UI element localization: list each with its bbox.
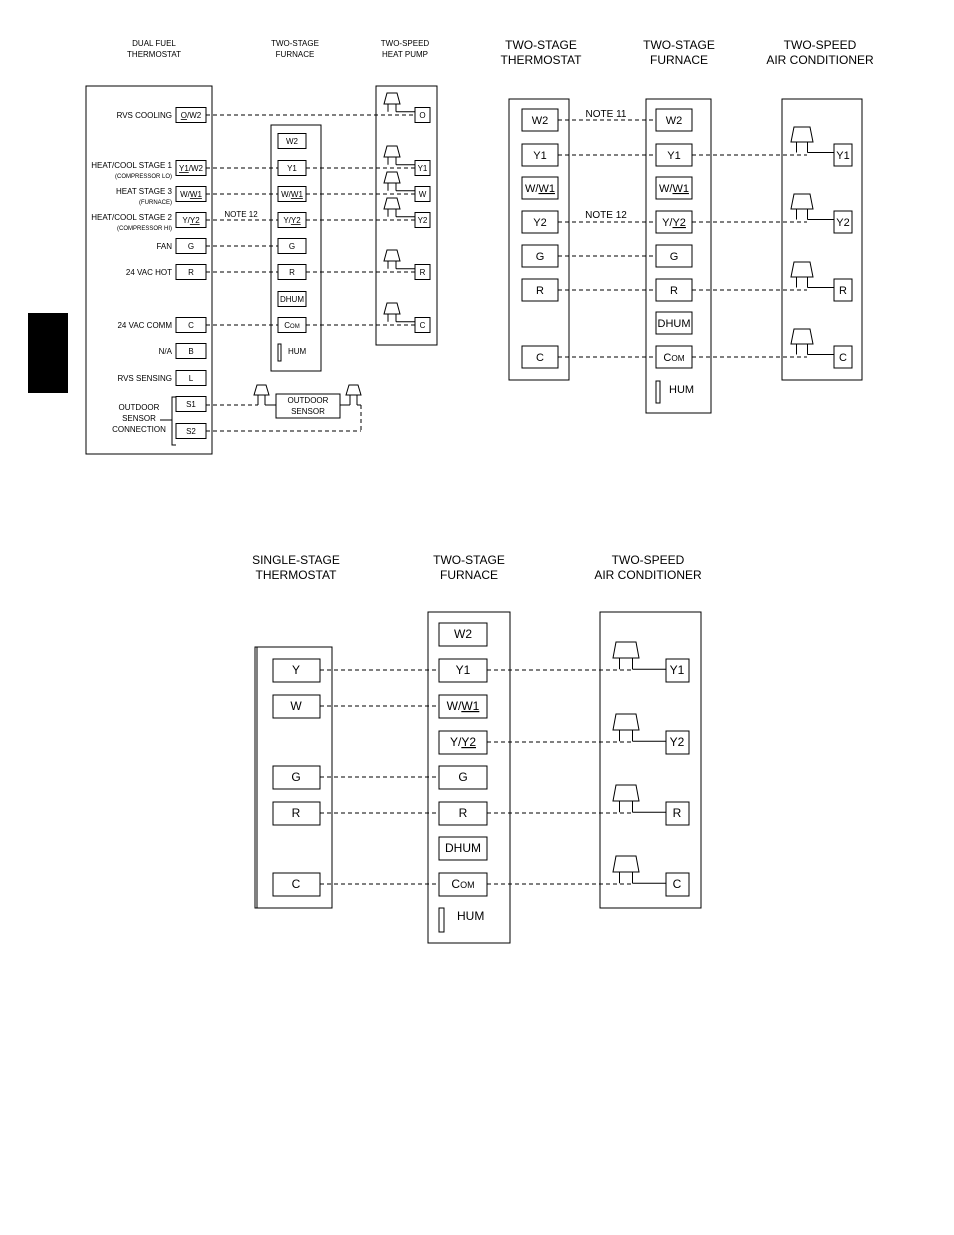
furnace-terminal-label-part: OM [671,354,685,363]
heat-pump-terminal-label: Y1 [417,164,428,173]
thermostat-terminal-label [181,111,202,120]
two-stage-thermostat-panel [509,99,569,380]
furnace-terminal-label-part: C [663,352,672,364]
thermostat-terminal-label-part: R [536,285,544,297]
sensor-contact-right [346,385,361,395]
thermostat-terminal-label: C [291,877,301,891]
thermostat-function-sublabel: (FURNACE) [139,200,172,206]
air-conditioner-contact-bell [613,714,639,730]
two-stage-thermostat-header: THERMOSTAT [500,53,582,67]
thermostat-terminal-label [536,251,545,263]
air-conditioner-terminal-label: C [672,877,682,891]
furnace-terminal-label-part: Y/ [449,735,462,749]
furnace-terminal-label [456,663,471,677]
hum-label: HUM [288,347,307,356]
thermostat-terminal-label-part: /W2 [187,111,202,120]
single-stage-thermostat-diagram [252,553,702,943]
furnace-terminal-label-part: R [670,285,678,297]
thermostat-terminal-label [186,400,196,409]
air-conditioner-header: TWO-SPEED [611,553,685,567]
thermostat-function-label: RVS SENSING [117,374,172,383]
dual-fuel-thermostat-diagram [86,39,437,454]
furnace-terminal-label-part: DHUM [657,318,691,330]
heat-pump-contact-bell [384,93,400,104]
heat-pump-header: TWO-SPEED [380,39,430,48]
thermostat-function-label: FAN [156,242,172,251]
furnace-header: FURNACE [649,53,709,67]
thermostat-terminal-label [188,268,194,277]
furnace-terminal-label [454,627,472,641]
thermostat-terminal-label-part: /W2 [188,164,204,173]
air-conditioner-header: AIR CONDITIONER [766,53,874,67]
thermostat-terminal-label-part: W2 [531,115,549,127]
furnace-terminal-label-part: W2 [454,627,472,641]
thermostat-terminal-label [186,427,196,436]
heat-pump-terminal-label: O [419,111,426,120]
furnace-header: TWO-STAGE [271,39,319,48]
furnace-terminal-label-part: W/ [281,190,291,199]
furnace-terminal-label [667,150,680,162]
heat-pump-terminal-label: Y2 [417,216,428,225]
thermostat-function-label: HEAT/COOL STAGE 2 [91,213,172,222]
dual-fuel-thermostat-header: THERMOSTAT [127,50,181,59]
thermostat-terminal-label [533,217,546,229]
furnace-header: TWO-STAGE [643,38,715,52]
furnace-terminal-label-part: Y1 [287,164,297,173]
thermostat-terminal-label: R [291,806,301,820]
furnace-terminal-label [459,806,468,820]
furnace-terminal-label-part: R [458,806,468,820]
furnace-terminal-label-part: C [284,321,291,330]
furnace-terminal-label [451,877,474,891]
furnace-terminal-label-part: Y/ [662,217,673,229]
heat-pump-terminal-label: R [419,268,426,277]
dual-fuel-thermostat-header: DUAL FUEL [132,39,176,48]
thermostat-terminal-label-part: Y2 [189,216,200,225]
furnace-terminal-label [670,285,678,297]
furnace-terminal-label-part: Y2 [672,217,686,229]
note-11-label: NOTE 11 [585,109,627,120]
air-conditioner-contact-bell [791,127,813,142]
furnace-terminal-label-part: G [288,242,296,251]
thermostat-terminal-label [533,150,546,162]
furnace-terminal-label-part: DHUM [445,841,481,855]
furnace-terminal-label [450,735,476,749]
thermostat-terminal-label: W [290,699,302,713]
furnace-header: FURNACE [275,50,315,59]
air-conditioner-terminal-label: Y2 [836,217,850,229]
thermostat-terminal-label [180,190,202,199]
furnace-terminal-label [659,183,689,195]
furnace-panel [428,612,510,943]
thermostat-terminal-label-part: B [188,347,194,356]
thermostat-function-label: RVS COOLING [116,111,172,120]
air-conditioner-contact-bell [791,329,813,344]
furnace-terminal-label [458,770,467,784]
furnace-terminal-label-part: W1 [290,190,303,199]
furnace-terminal-label-part: W2 [665,115,683,127]
furnace-terminal-label [658,318,691,330]
thermostat-function-label: 24 VAC COMM [117,321,172,330]
air-conditioner-header: TWO-SPEED [783,38,857,52]
air-conditioner-terminal-label: R [672,806,682,820]
thermostat-terminal-label-part: G [187,242,195,251]
furnace-terminal-label-part: Y2 [461,735,477,749]
thermostat-terminal-label-part: R [188,268,194,277]
air-conditioner-terminal-label: C [839,352,847,364]
furnace-terminal-label [284,321,299,330]
air-conditioner-contact-bell [613,785,639,801]
thermostat-terminal-label-part: W1 [189,190,202,199]
furnace-terminal-label [289,268,295,277]
thermostat-terminal-label-part: G [535,251,545,263]
furnace-terminal-label-part: W2 [286,137,298,146]
heat-pump-terminal-label: W [418,190,427,199]
furnace-terminal-label-part: W/ [659,183,673,195]
outdoor-sensor-connection-label: OUTDOOR [118,403,160,412]
thermostat-function-sublabel: (COMPRESSOR LO) [114,174,172,180]
air-conditioner-contact-bell [791,262,813,277]
outdoor-sensor-label: OUTDOOR [287,396,329,405]
hum-label: HUM [457,909,485,923]
furnace-terminal-label [670,251,679,263]
hum-terminal [278,344,281,361]
air-conditioner-contact-bell [791,194,813,209]
outdoor-sensor-connection-label: CONNECTION [112,425,166,434]
furnace-terminal-label-part: Y2 [290,216,301,225]
thermostat-terminal-label [189,374,194,383]
furnace-terminal-label [666,115,683,127]
thermostat-function-label: HEAT STAGE 3 [115,187,172,196]
note-12-label: NOTE 12 [224,210,258,219]
thermostat-terminal-label: Y [291,663,301,677]
furnace-terminal-label [662,217,686,229]
thermostat-terminal-label [525,183,555,195]
thermostat-function-sublabel: (COMPRESSOR HI) [116,226,172,232]
thermostat-terminal-label-part: C [536,352,544,364]
heat-pump-contact-bell [384,303,400,314]
hum-terminal [439,908,444,932]
heat-pump-contact-bell [384,198,400,209]
thermostat-terminal-label-part: Y/ [182,216,190,225]
furnace-terminal-label [287,164,297,173]
furnace-terminal-label-part: C [451,877,461,891]
furnace-terminal-label [281,190,303,199]
thermostat-terminal-label [532,115,549,127]
thermostat-terminal-label-part: O [180,111,187,120]
single-stage-thermostat-header: THERMOSTAT [255,568,337,582]
thermostat-terminal-label-part: S2 [186,427,196,436]
air-conditioner-contact-bell [613,642,639,658]
furnace-terminal-label-part: G [669,251,679,263]
furnace-terminal-label-part: R [289,268,295,277]
thermostat-terminal-label-part: W/ [180,190,190,199]
thermostat-terminal-label-part: C [188,321,194,330]
furnace-terminal-label-part: W/ [446,699,462,713]
furnace-terminal-label-part: OM [460,880,475,890]
furnace-terminal-label-part: Y/ [283,216,291,225]
air-conditioner-terminal-label: Y2 [669,735,685,749]
heat-pump-header: HEAT PUMP [382,50,428,59]
thermostat-terminal-label [188,242,194,251]
furnace-terminal-label [447,699,480,713]
thermostat-function-label: N/A [158,347,172,356]
two-stage-thermostat-diagram [501,38,874,413]
air-conditioner-terminal-label: Y1 [669,663,685,677]
sensor-contact-left [254,385,269,395]
outdoor-sensor-label: SENSOR [291,407,325,416]
thermostat-terminal-label: G [291,770,301,784]
thermostat-terminal-label [179,164,204,173]
thermostat-terminal-label [188,321,194,330]
heat-pump-panel [376,86,437,345]
air-conditioner-header: AIR CONDITIONER [594,568,702,582]
heat-pump-contact-bell [384,146,400,157]
furnace-header: TWO-STAGE [433,553,505,567]
thermostat-function-label: HEAT/COOL STAGE 1 [91,161,172,170]
thermostat-terminal-label-part: W/ [525,183,539,195]
thermostat-terminal-label [188,347,193,356]
air-conditioner-contact-bell [613,856,639,872]
two-stage-thermostat-header: TWO-STAGE [505,38,577,52]
sensor-bracket [172,397,176,445]
note-12-label: NOTE 12 [585,210,627,221]
furnace-terminal-label-part: DHUM [280,295,304,304]
thermostat-terminal-label-part: Y1 [533,150,547,162]
furnace-terminal-label-part: OM [290,324,300,330]
thermostat-terminal-label-part: S1 [186,400,196,409]
thermostat-terminal-label-part: Y1 [178,164,189,173]
outdoor-sensor-connection-label: SENSOR [122,414,156,423]
furnace-terminal-label-part: G [458,770,468,784]
hum-terminal [656,381,660,403]
heat-pump-terminal-label: C [419,321,426,330]
furnace-terminal-label [280,295,304,304]
thermostat-function-label: 24 VAC HOT [125,268,172,277]
thermostat-terminal-label-part: W1 [538,183,555,195]
furnace-terminal-label [289,242,295,251]
furnace-header: FURNACE [439,568,499,582]
air-conditioner-terminal-label: R [839,285,847,297]
furnace-terminal-label [663,352,684,364]
thermostat-terminal-label [536,285,544,297]
furnace-terminal-label-part: W1 [672,183,689,195]
furnace-terminal-label-part: Y1 [667,150,681,162]
thermostat-terminal-label [536,352,544,364]
furnace-terminal-label-part: Y1 [455,663,471,677]
air-conditioner-terminal-label: Y1 [836,150,850,162]
furnace-terminal-label-part: W1 [461,699,480,713]
furnace-terminal-label [445,841,481,855]
furnace-terminal-label [283,216,301,225]
thermostat-terminal-label-part: Y2 [533,217,547,229]
hum-label: HUM [669,384,695,396]
furnace-terminal-label [286,137,299,146]
thermostat-terminal-label [182,216,200,225]
thermostat-terminal-label-part: L [188,374,194,383]
heat-pump-contact-bell [384,250,400,261]
heat-pump-contact-bell [384,172,400,183]
single-stage-thermostat-header: SINGLE-STAGE [252,553,340,567]
